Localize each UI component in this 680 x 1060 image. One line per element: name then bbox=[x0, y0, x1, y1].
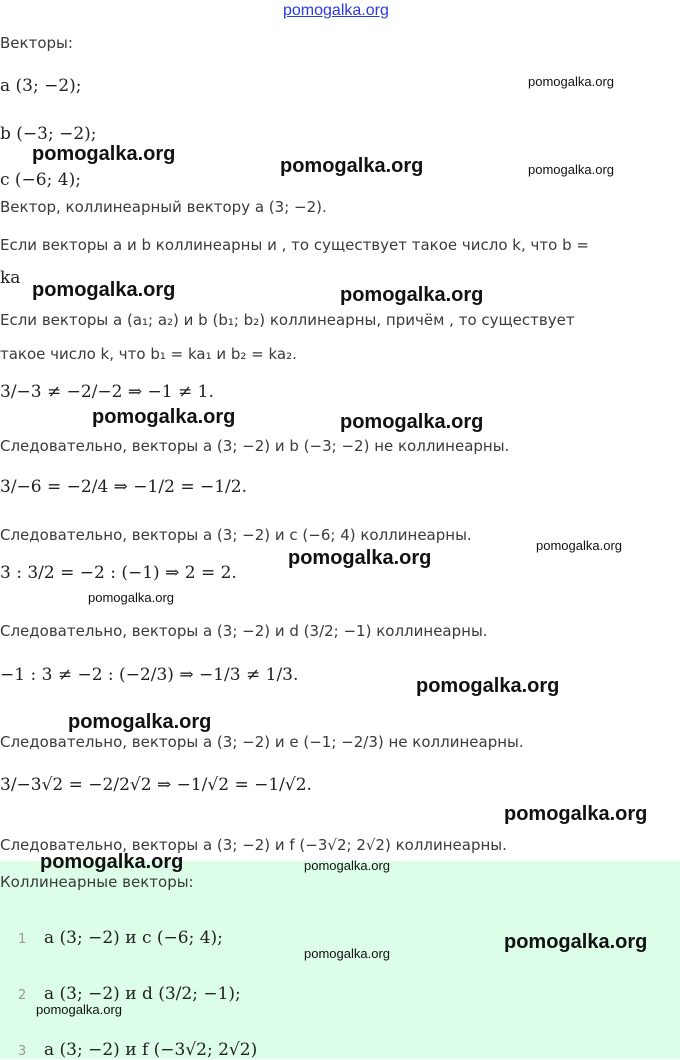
result-c: Следовательно, векторы a (3; −2) и c (−6; 4) коллинеарны. bbox=[0, 526, 472, 544]
answer-title: Коллинеарные векторы: bbox=[0, 873, 194, 891]
watermark: pomogalka.org bbox=[32, 279, 176, 301]
vector-a: a (3; −2); bbox=[0, 76, 82, 96]
watermark: pomogalka.org bbox=[36, 1002, 122, 1017]
result-e: Следовательно, векторы a (3; −2) и e (−1; −2/3) не коллинеарны. bbox=[0, 733, 524, 751]
answer-item-number: 3 bbox=[18, 1044, 27, 1059]
answer-item-number: 2 bbox=[18, 988, 27, 1003]
watermark: pomogalka.org bbox=[88, 590, 174, 605]
answer-item: a (3; −2) и d (3/2; −1); bbox=[44, 984, 241, 1004]
watermark: pomogalka.org bbox=[68, 711, 212, 733]
watermark: pomogalka.org bbox=[304, 946, 390, 961]
answer-item: a (3; −2) и c (−6; 4); bbox=[44, 928, 223, 948]
watermark: pomogalka.org bbox=[416, 675, 560, 697]
watermark: pomogalka.org bbox=[304, 858, 390, 873]
watermark: pomogalka.org bbox=[528, 74, 614, 89]
watermark: pomogalka.org bbox=[92, 406, 236, 428]
calc-c: 3/−6 = −2/4 ⇒ −1/2 = −1/2. bbox=[0, 477, 247, 497]
watermark: pomogalka.org bbox=[536, 538, 622, 553]
result-f: Следовательно, векторы a (3; −2) и f (−3√2; 2√2) коллинеарны. bbox=[0, 836, 507, 854]
result-b: Следовательно, векторы a (3; −2) и b (−3; −2) не коллинеарны. bbox=[0, 437, 510, 455]
rule-2: Если векторы a (a₁; a₂) и b (b₁; b₂) коллинеарны, причём , то существует bbox=[0, 311, 575, 329]
watermark: pomogalka.org bbox=[40, 851, 184, 873]
header-watermark-link[interactable]: pomogalka.org bbox=[283, 2, 389, 19]
watermark: pomogalka.org bbox=[528, 162, 614, 177]
rule-1-end: ka bbox=[0, 268, 21, 288]
calc-d: 3 : 3/2 = −2 : (−1) ⇒ 2 = 2. bbox=[0, 563, 237, 583]
result-d: Следовательно, векторы a (3; −2) и d (3/2; −1) коллинеарны. bbox=[0, 622, 488, 640]
vector-c: c (−6; 4); bbox=[0, 170, 81, 190]
vector-b: b (−3; −2); bbox=[0, 124, 97, 144]
rule-2-end: такое число k, что b₁ = ka₁ и b₂ = ka₂. bbox=[0, 345, 297, 363]
answer-item: a (3; −2) и f (−3√2; 2√2) bbox=[44, 1040, 258, 1060]
watermark: pomogalka.org bbox=[280, 155, 424, 177]
collinear-to-label: Вектор, коллинеарный вектору a (3; −2). bbox=[0, 198, 327, 216]
calc-e: −1 : 3 ≠ −2 : (−2/3) ⇒ −1/3 ≠ 1/3. bbox=[0, 665, 299, 685]
watermark: pomogalka.org bbox=[504, 803, 648, 825]
calc-b: 3/−3 ≠ −2/−2 ⇒ −1 ≠ 1. bbox=[0, 382, 214, 402]
watermark: pomogalka.org bbox=[288, 547, 432, 569]
watermark: pomogalka.org bbox=[340, 284, 484, 306]
answer-item-number: 1 bbox=[18, 932, 27, 947]
vectors-title: Векторы: bbox=[0, 34, 73, 52]
watermark: pomogalka.org bbox=[340, 411, 484, 433]
watermark: pomogalka.org bbox=[504, 931, 648, 953]
watermark: pomogalka.org bbox=[32, 143, 176, 165]
rule-1: Если векторы a и b коллинеарны и , то существует такое число k, что b = bbox=[0, 236, 589, 254]
calc-f: 3/−3√2 = −2/2√2 ⇒ −1/√2 = −1/√2. bbox=[0, 775, 312, 795]
